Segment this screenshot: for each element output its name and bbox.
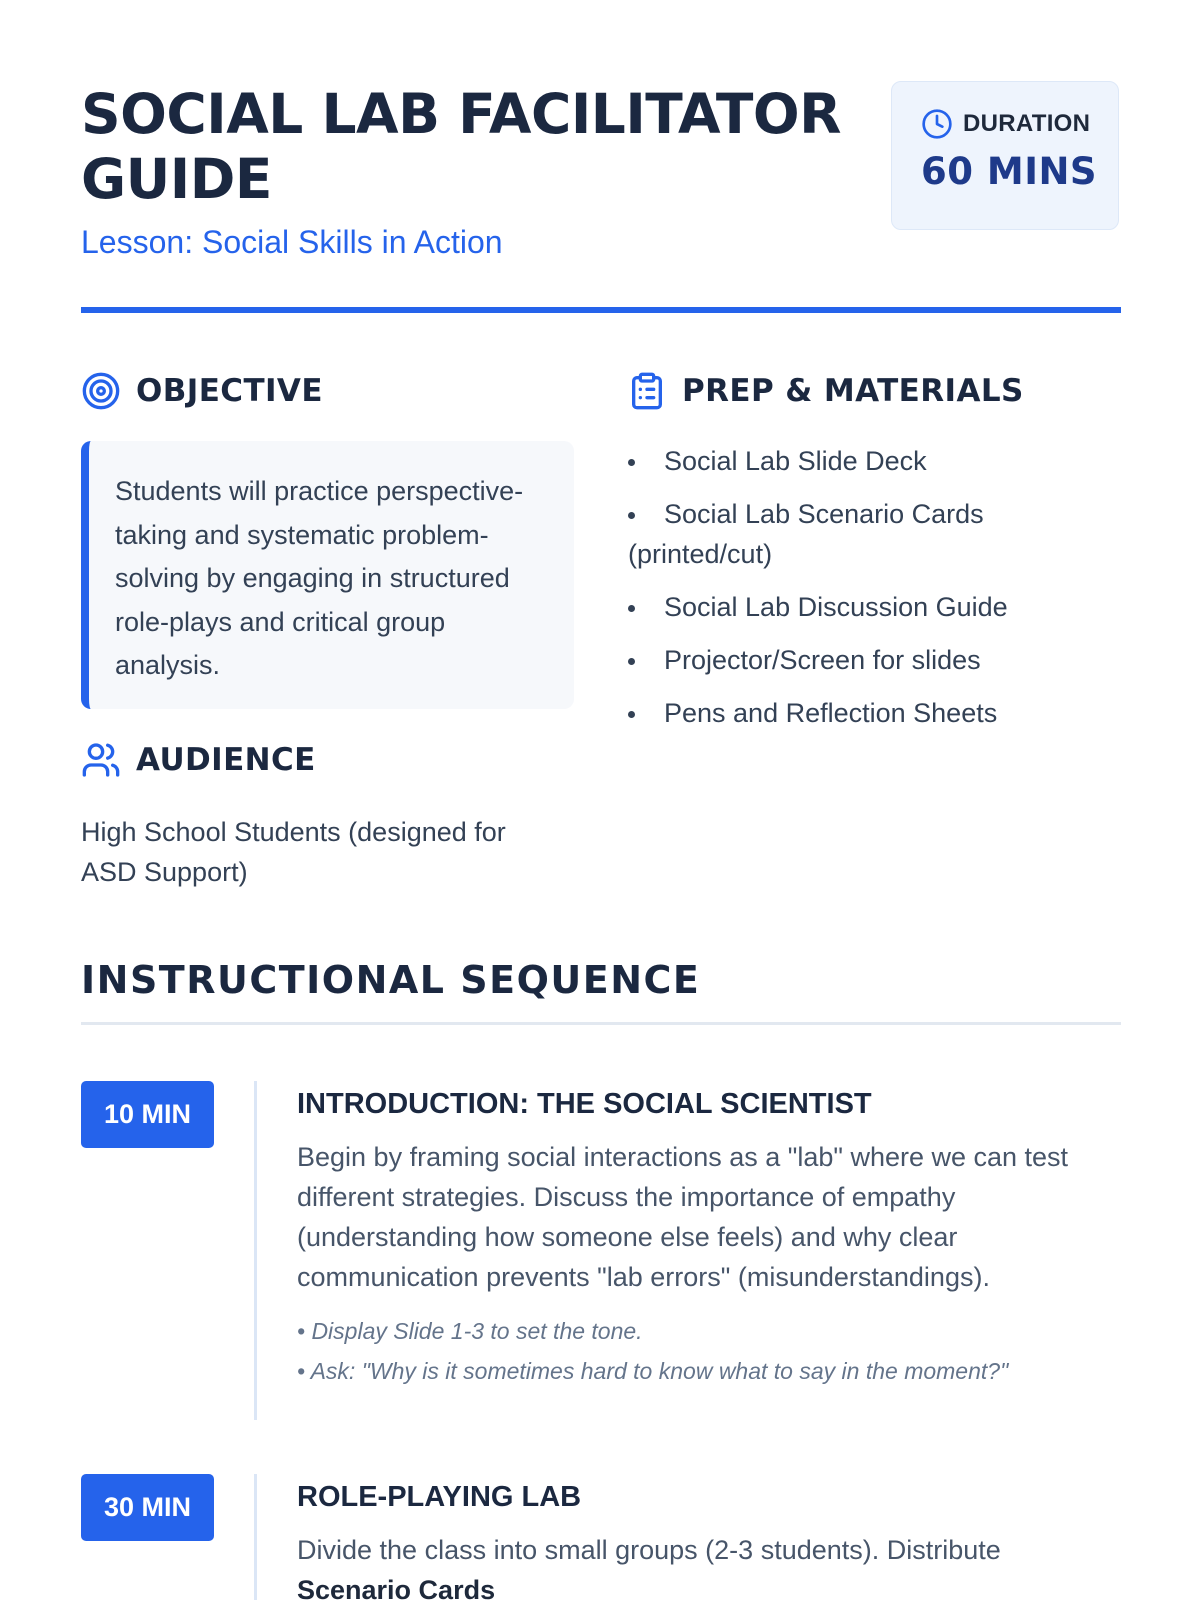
- objective-heading: [81, 371, 323, 411]
- step-timeline-line: [254, 1081, 257, 1420]
- list-item: Social Lab Scenario Cards (printed/cut): [628, 494, 1128, 574]
- materials-list: [628, 441, 1128, 746]
- step-description: Begin by framing social interactions as a "lab" where we can test different strategies. Discuss the importance of empathy (understanding how someone else feels) and why clear communication prevents "lab errors" (misunderstandings).: [297, 1142, 1069, 1292]
- step-timeline-line: [254, 1474, 257, 1600]
- step-description-emphasis: Scenario Cards: [297, 1575, 496, 1600]
- duration-label: DURATION: [963, 110, 1091, 137]
- step-title: INTRODUCTION: THE SOCIAL SCIENTIST: [297, 1088, 872, 1120]
- step-body: [297, 1474, 1127, 1600]
- materials-heading: [627, 371, 1024, 411]
- materials-heading-label: PREP & MATERIALS: [682, 373, 1024, 409]
- audience-heading: [81, 740, 316, 780]
- list-item: Projector/Screen for slides: [628, 640, 1128, 680]
- step-title: ROLE-PLAYING LAB: [297, 1481, 582, 1513]
- step-notes: [297, 1311, 1127, 1391]
- clock-icon: [921, 108, 953, 140]
- lesson-subtitle: Lesson: Social Skills in Action: [81, 224, 503, 260]
- users-icon: [81, 740, 121, 780]
- guide-header: [81, 0, 1119, 314]
- target-icon: [81, 371, 121, 411]
- time-badge: 30 MIN: [81, 1474, 214, 1541]
- duration-label-row: [921, 106, 1118, 142]
- sequence-heading: INSTRUCTIONAL SEQUENCE: [81, 958, 701, 1002]
- page-title: SOCIAL LAB FACILITATOR GUIDE: [81, 82, 841, 211]
- duration-value: 60 MINS: [921, 150, 1098, 193]
- step-description: [297, 1530, 1127, 1600]
- clipboard-icon: [627, 371, 667, 411]
- list-item: Social Lab Slide Deck: [628, 441, 1128, 481]
- time-badge: 10 MIN: [81, 1081, 214, 1148]
- step-note: • Ask: "Why is it sometimes hard to know what to say in the moment?": [297, 1358, 1009, 1384]
- duration-card: [891, 81, 1119, 230]
- audience-text: High School Students (designed for ASD Support): [81, 817, 506, 887]
- list-item: Pens and Reflection Sheets: [628, 693, 1128, 733]
- objective-text: Students will practice perspective-taking and systematic problem-solving by engaging in structured role-plays and critical group analysis.: [81, 441, 574, 709]
- sequence-divider: [81, 1022, 1121, 1025]
- step-description-text: Divide the class into small groups (2-3 students). Distribute: [297, 1535, 1001, 1565]
- step-note: • Display Slide 1-3 to set the tone.: [297, 1318, 643, 1344]
- step-body: [297, 1081, 1127, 1391]
- objective-heading-label: OBJECTIVE: [136, 373, 323, 409]
- list-item: Social Lab Discussion Guide: [628, 587, 1128, 627]
- header-divider: [81, 307, 1121, 313]
- audience-heading-label: AUDIENCE: [136, 742, 316, 778]
